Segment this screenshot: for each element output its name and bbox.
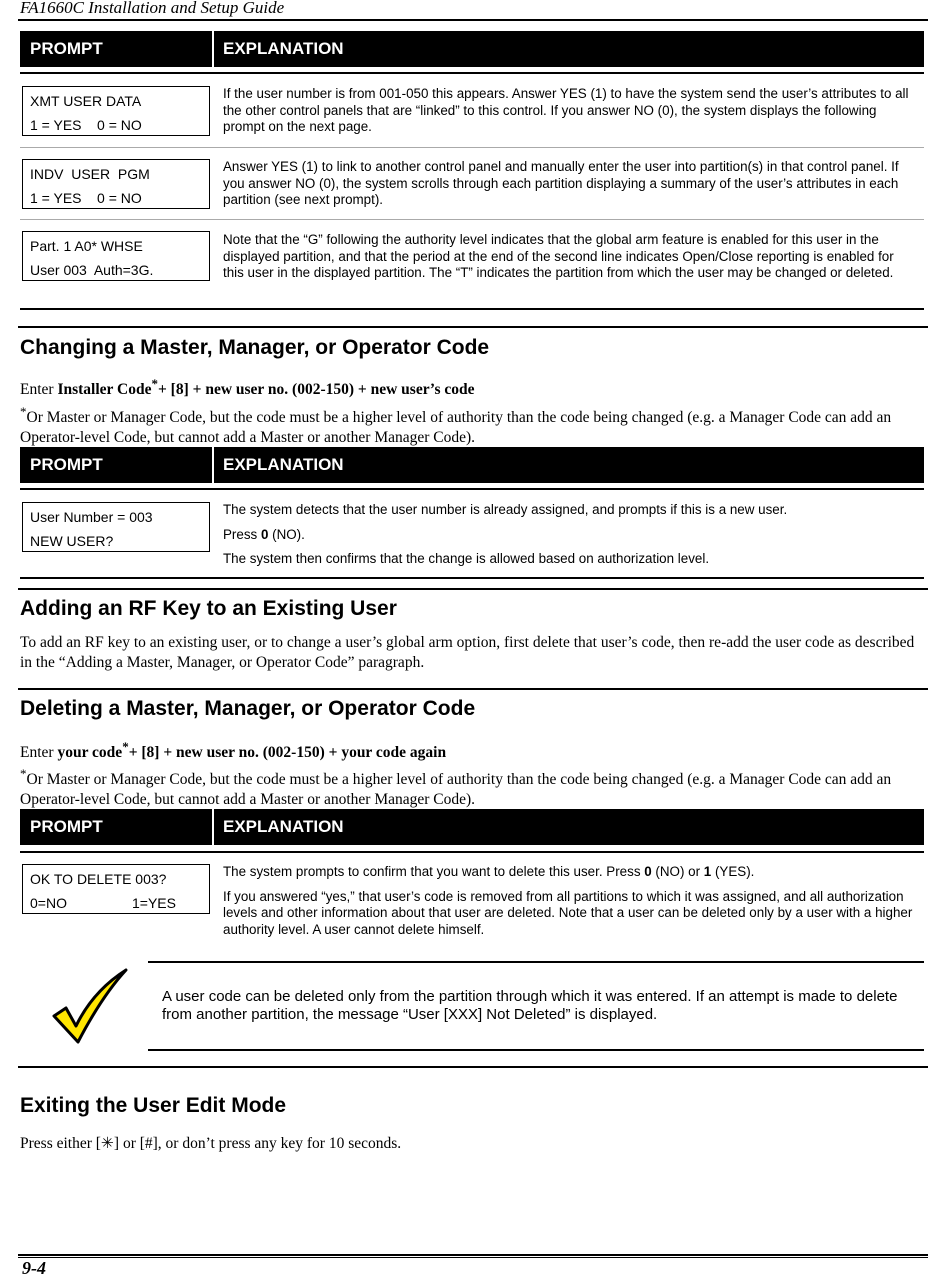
prompt-line-1: Part. 1 A0* WHSE bbox=[30, 238, 143, 254]
prompt-display-box bbox=[22, 159, 210, 209]
explanation-paragraph: Answer YES (1) to link to another control panel and manually enter the user into partition(s) in that control panel. If you answer NO (0), the system scrolls through each partition displaying a summary of the user’s attributes in each partition (see next prompt). bbox=[223, 159, 899, 207]
column-separator bbox=[212, 809, 214, 845]
footer-rule bbox=[18, 1257, 928, 1258]
prompt-no-option: 0=NO bbox=[30, 895, 67, 911]
section-heading: Exiting the User Edit Mode bbox=[20, 1094, 287, 1117]
explanation-text bbox=[223, 86, 913, 144]
explanation-paragraph: Note that the “G” following the authority level indicates that the global arm feature is enabled for this user in the displayed partition, and that the period at the end of the second line indicates Open/Close reporting is enabled for this user in the displayed partition. The “T” indicates the partition from which the user may be changed or deleted. bbox=[223, 232, 894, 280]
explanation-fragment: (YES). bbox=[711, 864, 755, 879]
row-divider bbox=[20, 219, 924, 220]
explanation-text bbox=[223, 864, 913, 946]
prompt-column-header: PROMPT bbox=[30, 455, 103, 474]
table-header bbox=[20, 447, 924, 483]
prompt-line-1: OK TO DELETE 003? bbox=[30, 871, 167, 887]
running-header-title: FA1660C Installation and Setup Guide bbox=[20, 0, 285, 17]
prompt-line-1: XMT USER DATA bbox=[30, 93, 142, 109]
footnote-marker: * bbox=[20, 766, 27, 781]
table-rule bbox=[20, 851, 924, 853]
footer-rule bbox=[18, 1254, 928, 1256]
prompt-line-1: User Number = 003 bbox=[30, 509, 153, 525]
entry-prefix: Enter bbox=[20, 744, 58, 762]
note-bottom-rule bbox=[148, 1049, 924, 1051]
entry-keys: + [8] + new user no. (002-150) + new user’s code bbox=[157, 381, 475, 399]
footnote-text: Or Master or Manager Code, but the code must be a higher level of authority than the code being changed (e.g. a Manager Code can add an Operator-level Code, but cannot add a Master or another Manager Code). bbox=[20, 771, 892, 808]
footnote bbox=[20, 402, 920, 447]
header-rule bbox=[18, 19, 928, 21]
entry-keys: + [8] + new user no. (002-150) + your code again bbox=[128, 744, 447, 762]
prompt-line-2: User 003 Auth=3G. bbox=[30, 262, 154, 278]
checkmark-icon bbox=[48, 966, 128, 1046]
table-header bbox=[20, 31, 924, 67]
section-heading: Changing a Master, Manager, or Operator Code bbox=[20, 336, 490, 359]
page-number: 9-4 bbox=[22, 1258, 46, 1278]
explanation-paragraph bbox=[223, 527, 913, 544]
explanation-paragraph: If you answered “yes,” that user’s code is removed from all partitions to which it was assigned, and all authorization levels and other information about that user are deleted. Note that a user can be deleted only by a user with a higher authority level. A user cannot delete himself. bbox=[223, 888, 913, 937]
section-rule bbox=[18, 1066, 928, 1068]
prompt-display-box bbox=[22, 231, 210, 281]
table-bottom-rule bbox=[20, 308, 924, 310]
section-rule bbox=[18, 688, 928, 690]
section-heading: Deleting a Master, Manager, or Operator Code bbox=[20, 697, 476, 720]
key-one: 1 bbox=[703, 864, 712, 879]
prompt-line-2: NEW USER? bbox=[30, 533, 114, 549]
prompt-display-box bbox=[22, 86, 210, 136]
explanation-paragraph bbox=[223, 864, 913, 881]
explanation-column-header: EXPLANATION bbox=[223, 817, 344, 836]
prompt-line-1: INDV USER PGM bbox=[30, 166, 150, 182]
explanation-column-header: EXPLANATION bbox=[223, 39, 344, 58]
entry-code: your code bbox=[57, 744, 123, 762]
prompt-column-header: PROMPT bbox=[30, 817, 103, 836]
section-heading: Adding an RF Key to an Existing User bbox=[20, 597, 397, 620]
explanation-paragraph: If the user number is from 001-050 this appears. Answer YES (1) to have the system send the user’s attributes to all the other control panels that are “linked” to this control. If you answer NO (0), the system displays the following prompt on the next page. bbox=[223, 86, 909, 134]
key-zero: 0 bbox=[260, 526, 269, 542]
note-top-rule bbox=[148, 961, 924, 963]
entry-sequence bbox=[20, 374, 920, 400]
table-bottom-rule bbox=[20, 577, 924, 579]
entry-sequence bbox=[20, 737, 920, 763]
key-zero: 0 bbox=[644, 864, 652, 879]
footnote bbox=[20, 764, 920, 809]
entry-code: Installer Code bbox=[57, 381, 152, 399]
entry-prefix: Enter bbox=[20, 381, 58, 399]
prompt-column-header: PROMPT bbox=[30, 39, 103, 58]
prompt-display-box bbox=[22, 864, 210, 914]
column-separator bbox=[212, 31, 214, 67]
explanation-fragment: (NO) or bbox=[651, 864, 704, 879]
explanation-fragment: Press bbox=[223, 526, 261, 542]
explanation-text bbox=[223, 232, 913, 290]
row-divider bbox=[20, 147, 924, 148]
footnote-marker: * bbox=[20, 404, 27, 419]
prompt-line-2 bbox=[30, 891, 209, 915]
column-separator bbox=[212, 447, 214, 483]
explanation-fragment: The system prompts to confirm that you want to delete this user. Press bbox=[223, 864, 645, 879]
footnote-text: Or Master or Manager Code, but the code must be a higher level of authority than the code being changed (e.g. a Manager Code can add an Operator-level Code, but cannot add a Master or another Manager Code). bbox=[20, 409, 892, 446]
prompt-line-2: 1 = YES 0 = NO bbox=[30, 190, 142, 206]
section-rule bbox=[18, 588, 928, 590]
note-text: A user code can be deleted only from the partition through which it was entered. If an attempt is made to delete from another partition, the message “User [XXX] Not Deleted” is displayed. bbox=[162, 988, 898, 1023]
table-header bbox=[20, 809, 924, 845]
explanation-paragraph: The system detects that the user number is already assigned, and prompts if this is a new user. bbox=[223, 502, 788, 517]
footnote-marker: * bbox=[122, 739, 129, 754]
explanation-fragment: (NO). bbox=[268, 526, 305, 542]
section-rule bbox=[18, 326, 928, 328]
explanation-column-header: EXPLANATION bbox=[223, 455, 344, 474]
footnote-marker: * bbox=[151, 376, 158, 391]
explanation-paragraph: The system then confirms that the change is allowed based on authorization level. bbox=[223, 551, 710, 566]
section-paragraph: Press either [✳] or [#], or don’t press any key for 10 seconds. bbox=[20, 1135, 402, 1152]
prompt-display-box bbox=[22, 502, 210, 552]
prompt-yes-option: 1=YES bbox=[132, 895, 176, 911]
prompt-line-2: 1 = YES 0 = NO bbox=[30, 117, 142, 133]
section-paragraph: To add an RF key to an existing user, or to change a user’s global arm option, first delete that user’s code, then re-add the user code as described in the “Adding a Master, Manager, or Operator Code” paragraph. bbox=[20, 634, 915, 671]
table-rule bbox=[20, 488, 924, 490]
table-rule bbox=[20, 72, 924, 74]
explanation-text bbox=[223, 502, 913, 576]
explanation-text bbox=[223, 159, 913, 217]
